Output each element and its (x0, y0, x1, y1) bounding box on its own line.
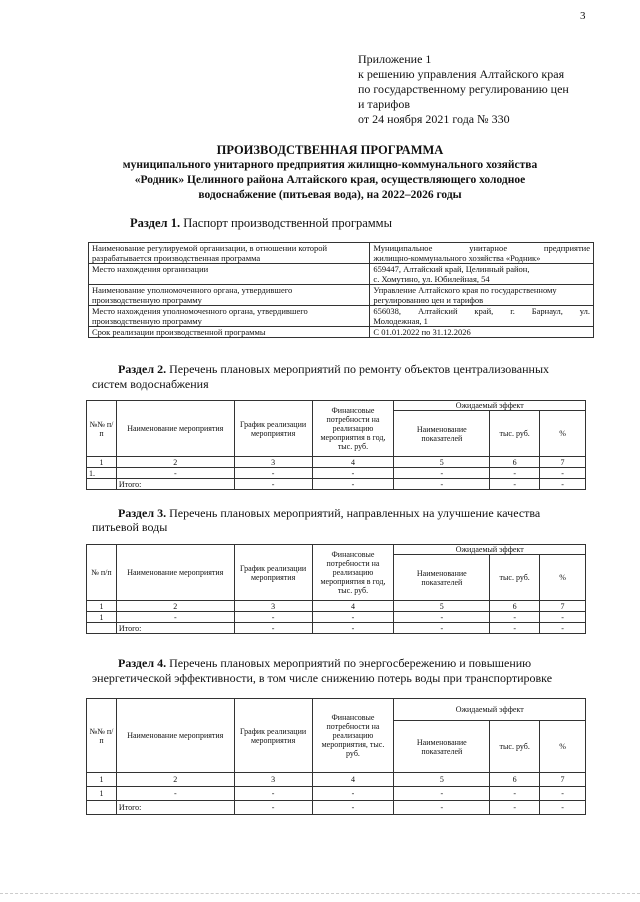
column-number: 3 (234, 457, 312, 468)
total-cell: - (312, 623, 394, 634)
table-water-quality (86, 544, 586, 634)
column-number: 1 (87, 601, 117, 612)
table-cell: - (540, 468, 586, 479)
th-finance: Финансовые потребности на реализацию мероприятия, тыс. руб. (312, 699, 394, 773)
section3-label: Раздел 3. (118, 506, 167, 520)
total-cell: - (394, 623, 490, 634)
passport-label-line: Срок реализации производственной программы (92, 327, 266, 337)
th-name: Наименование мероприятия (116, 545, 234, 601)
th-thousand-rub: тыс. руб. (490, 411, 540, 457)
table-cell: - (394, 612, 490, 623)
table-energy-saving (86, 698, 586, 815)
table-cell: - (234, 612, 312, 623)
table-cell: - (234, 468, 312, 479)
th-effect: Ожидаемый эффект (394, 699, 586, 721)
section4-heading-line2: энергетической эффективности, в том числе снижению потерь воды при транспортировке (92, 671, 553, 685)
total-cell: - (540, 801, 586, 815)
column-number: 7 (540, 457, 586, 468)
total-label: Итого: (116, 623, 234, 634)
total-cell: - (234, 801, 312, 815)
passport-table (88, 242, 594, 338)
table-cell: - (540, 787, 586, 801)
section2-heading (118, 362, 588, 377)
column-number: 6 (490, 773, 540, 787)
section4-label: Раздел 4. (118, 656, 167, 670)
passport-row (89, 327, 594, 338)
column-number: 2 (116, 601, 234, 612)
appendix-line: по государственному регулированию цен (358, 82, 569, 96)
th-finance: Финансовые потребности на реализацию мероприятия в год, тыс. руб. (312, 545, 394, 601)
section4-text: Перечень плановых мероприятий по энергосбережению и повышению (169, 656, 532, 670)
total-cell: - (312, 801, 394, 815)
passport-value-line: 659447, Алтайский край, Целинный район, (373, 264, 530, 274)
passport-value (370, 243, 594, 264)
column-number: 4 (312, 601, 394, 612)
section2-text: Перечень плановых мероприятий по ремонту объектов централизованных (169, 362, 550, 376)
total-cell: - (234, 623, 312, 634)
passport-label-line: Место нахождения уполномоченного органа, утвердившего (92, 306, 308, 316)
section1-text: Паспорт производственной программы (183, 216, 392, 230)
table-cell: - (312, 787, 394, 801)
total-cell: - (490, 479, 540, 490)
table-repair (86, 400, 586, 490)
passport-value-line: Управление Алтайского края по государственному (373, 285, 557, 295)
section3-text: Перечень плановых мероприятий, направленных на улучшение качества (169, 506, 541, 520)
total-label: Итого: (116, 801, 234, 815)
passport-value (370, 264, 594, 285)
th-effect: Ожидаемый эффект (394, 545, 586, 555)
passport-row (89, 264, 594, 285)
total-cell: - (490, 623, 540, 634)
subtitle-line: «Родник» Целинного района Алтайского края, осуществляющего холодное (134, 174, 526, 186)
table-cell-empty (87, 801, 117, 815)
passport-label (89, 243, 370, 264)
subtitle-line: водоснабжение (питьевая вода), на 2022–2026 годы (198, 189, 462, 201)
th-thousand-rub: тыс. руб. (490, 721, 540, 773)
th-schedule: График реализации мероприятия (234, 401, 312, 457)
passport-value-line: 656038, Алтайский край, г. Барнаул, ул. (373, 306, 590, 316)
passport-label (89, 264, 370, 285)
section1-heading (130, 216, 392, 231)
table-cell: 1 (87, 787, 117, 801)
passport-label-line: Наименование уполномоченного органа, утвердившего (92, 285, 293, 295)
section1-label: Раздел 1. (130, 216, 181, 230)
document-title: ПРОИЗВОДСТВЕННАЯ ПРОГРАММА (216, 143, 444, 157)
table-cell: - (490, 612, 540, 623)
th-percent: % (540, 721, 586, 773)
th-indicators: Наименование показателей (394, 555, 490, 601)
table-cell: 1. (87, 468, 117, 479)
passport-label-line: производственную программу (92, 295, 202, 305)
document-subtitle (60, 158, 600, 203)
page-number: 3 (580, 10, 586, 22)
th-name: Наименование мероприятия (116, 401, 234, 457)
passport-value (370, 327, 594, 338)
th-schedule: График реализации мероприятия (234, 545, 312, 601)
th-percent: % (540, 411, 586, 457)
table-cell: - (116, 787, 234, 801)
total-cell: - (312, 479, 394, 490)
th-finance: Финансовые потребности на реализацию мероприятия в год, тыс. руб. (312, 401, 394, 457)
column-number: 4 (312, 457, 394, 468)
passport-value-line: Муниципальное унитарное предприятие (373, 243, 590, 253)
total-cell: - (540, 479, 586, 490)
column-number: 2 (116, 773, 234, 787)
passport-label-line: производственную программу (92, 316, 202, 326)
appendix-block (358, 52, 569, 127)
section2-label: Раздел 2. (118, 362, 167, 376)
table-cell-empty (87, 479, 117, 490)
passport-label-line: Место нахождения организации (92, 264, 209, 274)
passport-label-line: Наименование регулируемой организации, в отношении которой (92, 243, 328, 253)
column-number: 7 (540, 601, 586, 612)
table-cell: - (540, 612, 586, 623)
appendix-line: и тарифов (358, 97, 411, 111)
total-cell: - (394, 801, 490, 815)
th-percent: % (540, 555, 586, 601)
section4-heading (118, 656, 588, 671)
column-number: 5 (394, 601, 490, 612)
column-number: 7 (540, 773, 586, 787)
appendix-line: Приложение 1 (358, 52, 432, 66)
th-indicators: Наименование показателей (394, 411, 490, 457)
page-bottom-edge (0, 893, 640, 894)
passport-value-line: с. Хомутино, ул. Юбилейная, 54 (373, 274, 490, 284)
passport-label (89, 285, 370, 306)
total-cell: - (540, 623, 586, 634)
appendix-line: к решению управления Алтайского края (358, 67, 565, 81)
total-cell: - (394, 479, 490, 490)
section3-heading (118, 506, 588, 521)
passport-row (89, 285, 594, 306)
total-label: Итого: (116, 479, 234, 490)
column-number: 2 (116, 457, 234, 468)
passport-value (370, 285, 594, 306)
th-thousand-rub: тыс. руб. (490, 555, 540, 601)
passport-value (370, 306, 594, 327)
passport-label (89, 327, 370, 338)
column-number: 6 (490, 457, 540, 468)
table-cell: - (312, 468, 394, 479)
th-num: №№ п/п (87, 699, 117, 773)
column-number: 5 (394, 457, 490, 468)
table-cell: - (394, 468, 490, 479)
table-cell: - (312, 612, 394, 623)
passport-value-line: жилищно-коммунального хозяйства «Родник» (373, 253, 541, 263)
passport-label-line: разрабатывается производственная программа (92, 253, 261, 263)
th-name: Наименование мероприятия (116, 699, 234, 773)
th-indicators: Наименование показателей (394, 721, 490, 773)
section3-heading-line2: питьевой воды (92, 520, 168, 534)
total-cell: - (490, 801, 540, 815)
table-cell: - (490, 468, 540, 479)
table-cell: - (234, 787, 312, 801)
table-cell: 1 (87, 612, 117, 623)
appendix-line: от 24 ноября 2021 года № 330 (358, 112, 510, 126)
passport-value-line: С 01.01.2022 по 31.12.2026 (373, 327, 471, 337)
passport-row (89, 306, 594, 327)
column-number: 6 (490, 601, 540, 612)
table-cell: - (116, 612, 234, 623)
column-number: 1 (87, 457, 117, 468)
subtitle-line: муниципального унитарного предприятия жилищно-коммунального хозяйства (122, 159, 538, 171)
th-num: № п/п (87, 545, 117, 601)
th-effect: Ожидаемый эффект (394, 401, 586, 411)
passport-row (89, 243, 594, 264)
column-number: 5 (394, 773, 490, 787)
section2-heading-line2: систем водоснабжения (92, 377, 209, 391)
table-cell: - (490, 787, 540, 801)
column-number: 1 (87, 773, 117, 787)
column-number: 3 (234, 773, 312, 787)
total-cell: - (234, 479, 312, 490)
table-cell-empty (87, 623, 117, 634)
column-number: 4 (312, 773, 394, 787)
th-num: №№ п/п (87, 401, 117, 457)
th-schedule: График реализации мероприятия (234, 699, 312, 773)
passport-value-line: Молодежная, 1 (373, 316, 428, 326)
table-cell: - (394, 787, 490, 801)
table-cell: - (116, 468, 234, 479)
passport-value-line: регулированию цен и тарифов (373, 295, 484, 305)
column-number: 3 (234, 601, 312, 612)
passport-label (89, 306, 370, 327)
